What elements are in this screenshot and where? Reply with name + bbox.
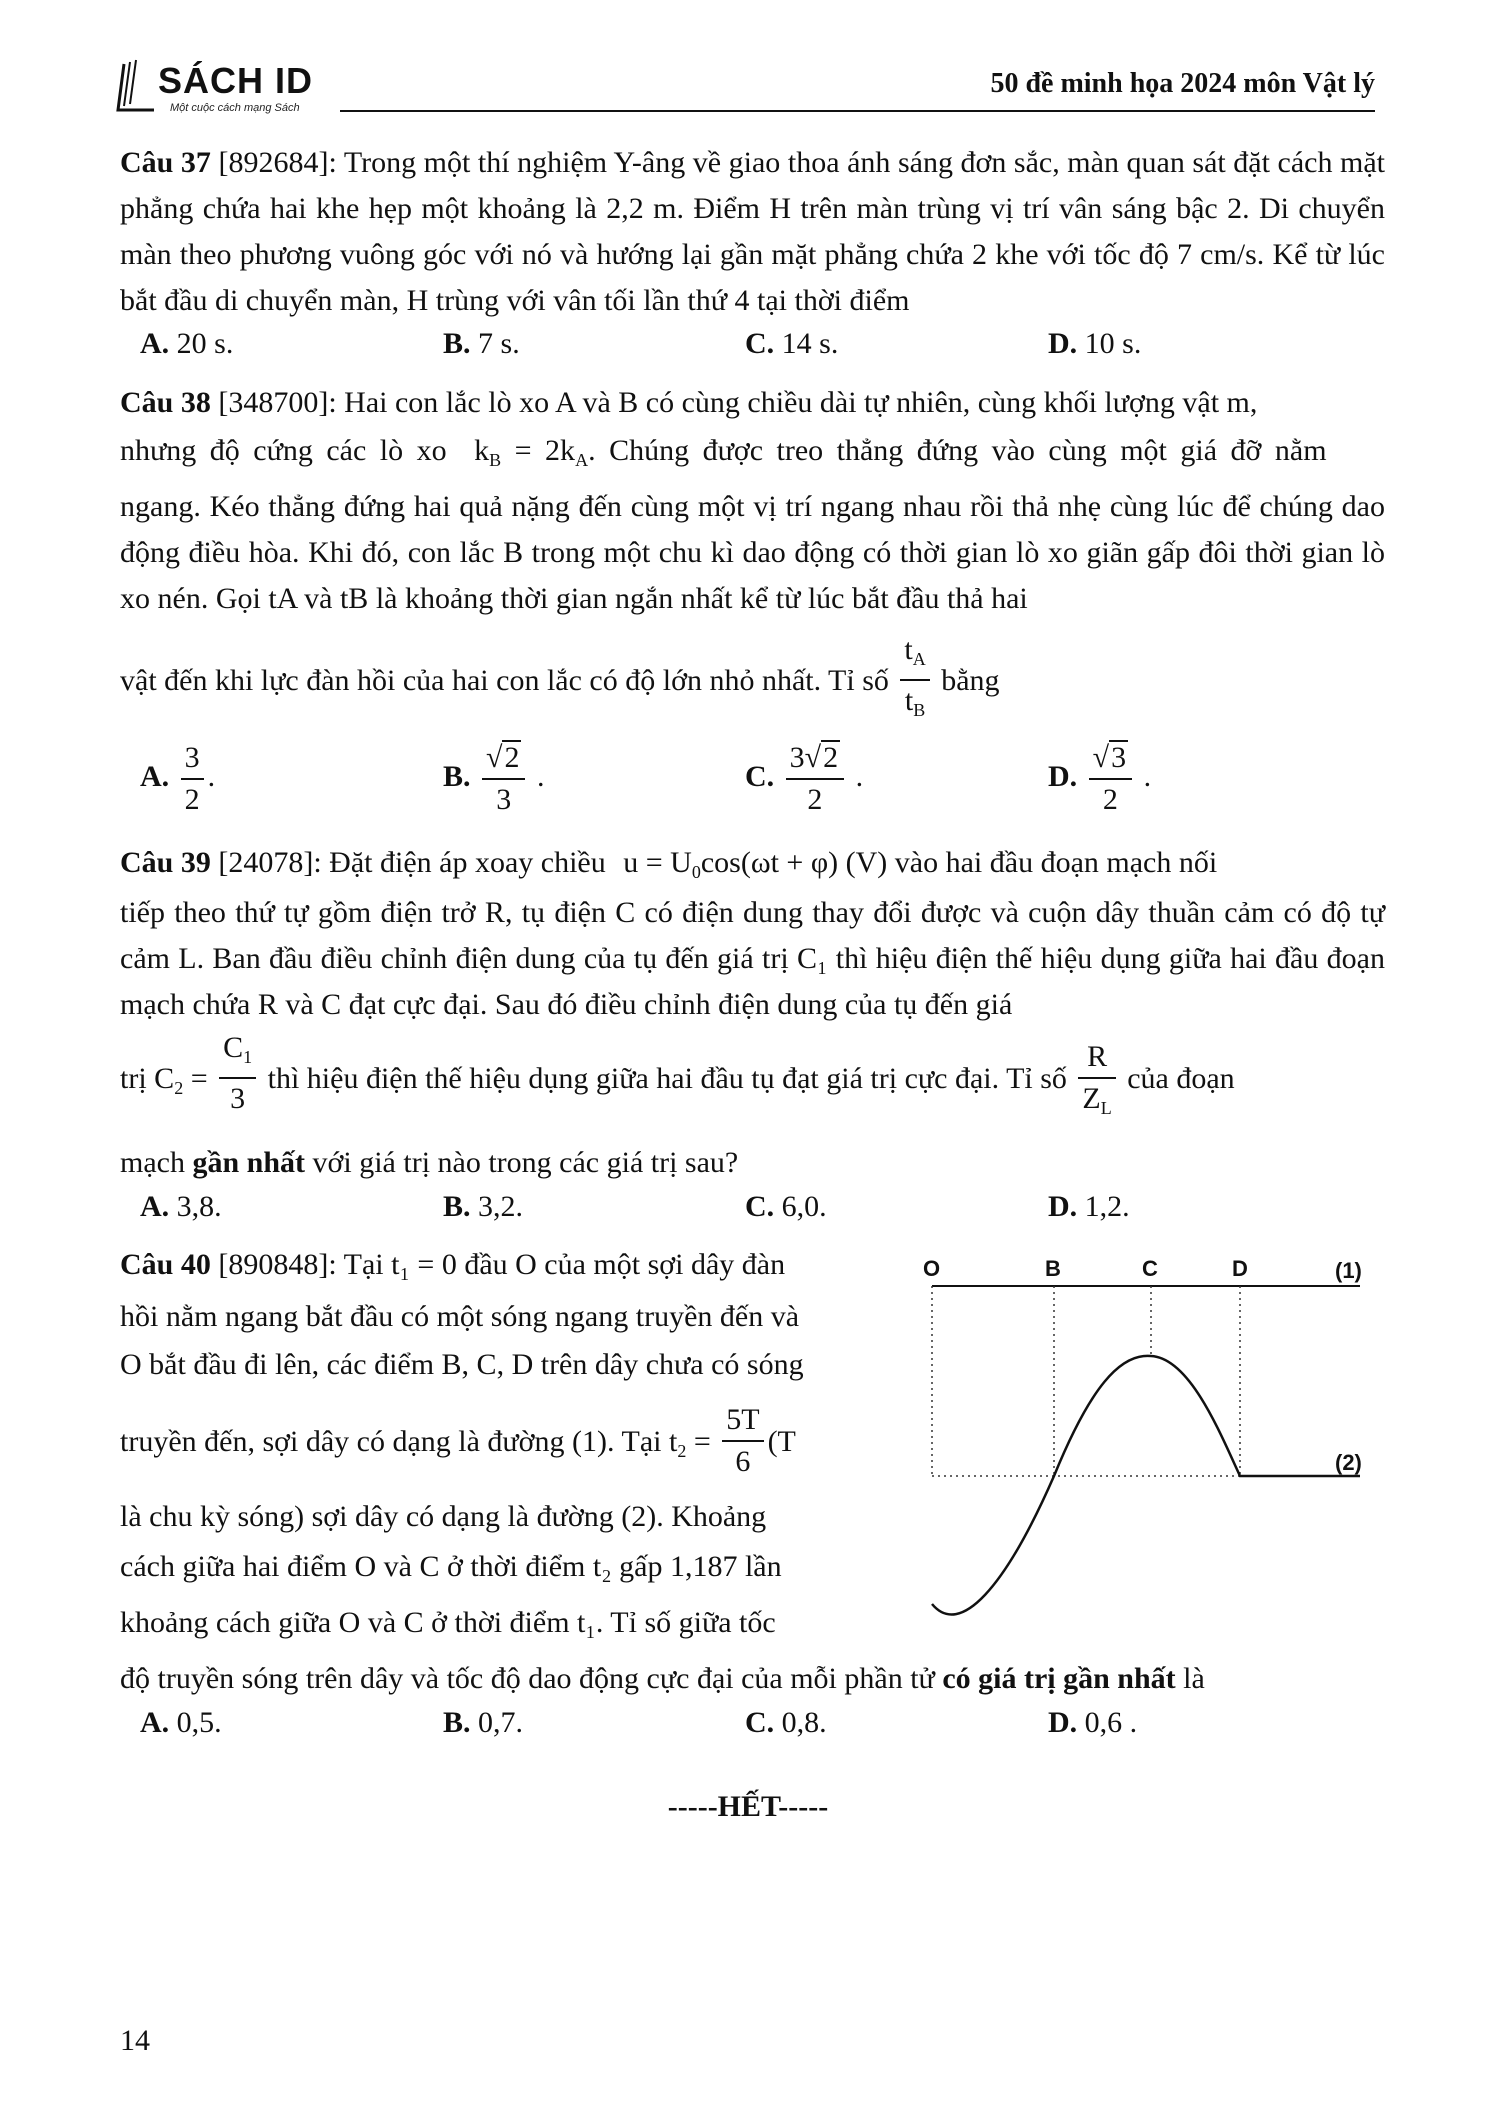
question-38-line2: nhưng độ cứng các lò xo $k_B = 2k_A$. Chúng được treo thẳng đứng vào cùng một giá đỡ nằm xyxy=(120,434,1327,470)
option-d: D. 10 s. xyxy=(1048,327,1142,360)
string-curve-2 xyxy=(932,1356,1360,1615)
time-ratio-fraction: $\frac{t_A}{t_B}$ xyxy=(900,630,929,730)
t2-formula: $t_2$ = xyxy=(668,1425,711,1461)
c1-over-3-fraction: $\frac{C_1}{3}$ xyxy=(219,1028,256,1119)
option-c: C. 0,8. xyxy=(745,1706,827,1739)
question-37 xyxy=(120,140,1385,324)
question-39-options xyxy=(140,1190,1340,1236)
book-title: 50 đề minh họa 2024 môn Vật lý xyxy=(990,68,1375,99)
curve-label-2: (2) xyxy=(1335,1450,1362,1475)
option-a: A. 3,8. xyxy=(140,1190,222,1223)
t2-fraction: $\frac{5T}{6}$ xyxy=(722,1400,763,1482)
page-number: 14 xyxy=(120,2024,150,2057)
question-40-line6: cách giữa hai điểm O và C ở thời điểm t₂ gấp 1,187 lần xyxy=(120,1550,782,1583)
option-a: A. 20 s. xyxy=(140,327,234,360)
question-39-text: tiếp theo thứ tự gồm điện trở R, tụ điện C có điện dung thay đổi được và cuộn dây thuần cảm có độ tự cảm L. Ban đầu điều chỉnh điện dung của tụ đến giá trị C₁ thì hiệu điện thế hiệu dụng giữa hai đầu đoạn mạch chứa R và C đạt cực đại. Sau đó điều chỉnh điện dung của tụ đến giá xyxy=(120,896,1385,1021)
option-d: D. 1,2. xyxy=(1048,1190,1130,1223)
question-label: Câu 38 xyxy=(120,386,211,419)
question-38-last-line: vật đến khi lực đàn hồi của hai con lắc có độ lớn nhỏ nhất. Tỉ số $\frac{t_A}{t_B}$ bằng xyxy=(120,630,1385,710)
question-40-line7: khoảng cách giữa O và C ở thời điểm t₁. Tỉ số giữa tốc xyxy=(120,1606,776,1639)
point-label-c: C xyxy=(1142,1256,1158,1281)
end-marker: -----HẾT----- xyxy=(667,1790,829,1823)
option-b: B. 3,2. xyxy=(443,1190,524,1223)
option-a: A. $\frac{3}{2}$ . xyxy=(140,738,215,820)
option-d: D. 0,6 . xyxy=(1048,1706,1138,1739)
option-a: A. 0,5. xyxy=(140,1706,222,1739)
r-over-zl-fraction: $\frac{R}{Z_L}$ xyxy=(1078,1037,1115,1128)
question-38-text: ngang. Kéo thẳng đứng hai quả nặng đến cùng một vị trí ngang nhau rồi thả nhẹ cùng lúc để chúng dao động điều hòa. Khi đó, con lắc B trong một chu kì dao động có thời gian lò xo giãn gấp đôi thời gian lò xo nén. Gọi tA và tB là khoảng thời gian ngắn nhất kể từ lúc bắt đầu thả hai xyxy=(120,490,1385,615)
point-label-b: B xyxy=(1045,1256,1061,1281)
question-label: Câu 40 xyxy=(120,1248,211,1281)
option-b: B. 7 s. xyxy=(443,327,520,360)
question-39-last-line: mạch gần nhất với giá trị nào trong các giá trị sau? xyxy=(120,1146,739,1179)
wave-figure xyxy=(920,1248,1380,1638)
question-40-line3: O bắt đầu đi lên, các điểm B, C, D trên dây chưa có sóng xyxy=(120,1348,804,1381)
question-40-line8: độ truyền sóng trên dây và tốc độ dao động cực đại của mỗi phần tử có giá trị gần nhất là xyxy=(120,1662,1205,1695)
question-40-options xyxy=(140,1706,1340,1752)
option-b: B. $\frac{√2}{3}$ . xyxy=(443,738,544,820)
voltage-formula: $u = U_0\cos(\omega t + \varphi)$ xyxy=(623,846,839,882)
logo-subtitle: Một cuộc cách mạng Sách xyxy=(170,102,300,114)
point-label-o: O xyxy=(923,1256,941,1281)
point-label-d: D xyxy=(1232,1256,1248,1281)
option-b: B. 0,7. xyxy=(443,1706,524,1739)
question-39-fraction-line: trị $C_2$ = $\frac{C_1}{3}$ thì hiệu điện thế hiệu dụng giữa hai đầu tụ đạt giá trị cực đại. Tỉ số $\frac{R}{Z_L}$ của đoạn xyxy=(120,1028,1385,1118)
question-38-options xyxy=(140,738,1340,828)
question-38-line1: Câu 38 [348700]: Hai con lắc lò xo A và B có cùng chiều dài tự nhiên, cùng khối lượng vật m, xyxy=(120,386,1258,419)
question-40-line2: hồi nằm ngang bắt đầu có một sóng ngang truyền đến và xyxy=(120,1300,800,1333)
question-37-options xyxy=(140,327,1340,373)
question-label: Câu 37 xyxy=(120,146,211,179)
question-text: [892684]: Trong một thí nghiệm Y-âng về giao thoa ánh sáng đơn sắc, màn quan sát đặt cách mặt phẳng chứa hai khe hẹp một khoảng là 2,2 m. Điểm H trên màn trùng vị trí vân sáng bậc 2. Di chuyển màn theo phương vuông góc với nó và hướng lại gần mặt phẳng chứa 2 khe với tốc độ 7 cm/s. Kể từ lúc bắt đầu di chuyển màn, H trùng với vân tối lần thứ 4 tại thời điểm xyxy=(120,146,1385,317)
c2-formula: $C_2$ = xyxy=(154,1062,208,1098)
question-40-line1: Câu 40 [890848]: Tại t₁ = 0 đầu O của một sợi dây đàn xyxy=(120,1248,786,1281)
book-logo-icon xyxy=(110,58,160,118)
option-c: C. 14 s. xyxy=(745,327,839,360)
option-c: C. $\frac{3√2}{2}$ . xyxy=(745,738,863,820)
header-divider xyxy=(340,110,1375,112)
option-c: C. 6,0. xyxy=(745,1190,827,1223)
question-40-line5: là chu kỳ sóng) sợi dây có dạng là đường (2). Khoảng xyxy=(120,1500,767,1533)
option-d: D. $\frac{√3}{2}$ . xyxy=(1048,738,1151,820)
logo-title: SÁCH ID xyxy=(158,60,314,101)
curve-label-1: (1) xyxy=(1335,1258,1362,1283)
spring-formula: $k_B = 2k_A$ xyxy=(474,434,589,470)
page-header xyxy=(110,58,1375,118)
question-39-line1: Câu 39 [24078]: Đặt điện áp xoay chiều $u = U_0\cos(\omega t + \varphi)$ (V) vào hai đầu đoạn mạch nối xyxy=(120,846,1218,882)
question-40-line4: truyền đến, sợi dây có dạng là đường (1). Tại $t_2$ = $\frac{5T}{6}$ (T xyxy=(120,1400,880,1480)
publisher-logo xyxy=(110,58,350,118)
question-label: Câu 39 xyxy=(120,846,211,879)
